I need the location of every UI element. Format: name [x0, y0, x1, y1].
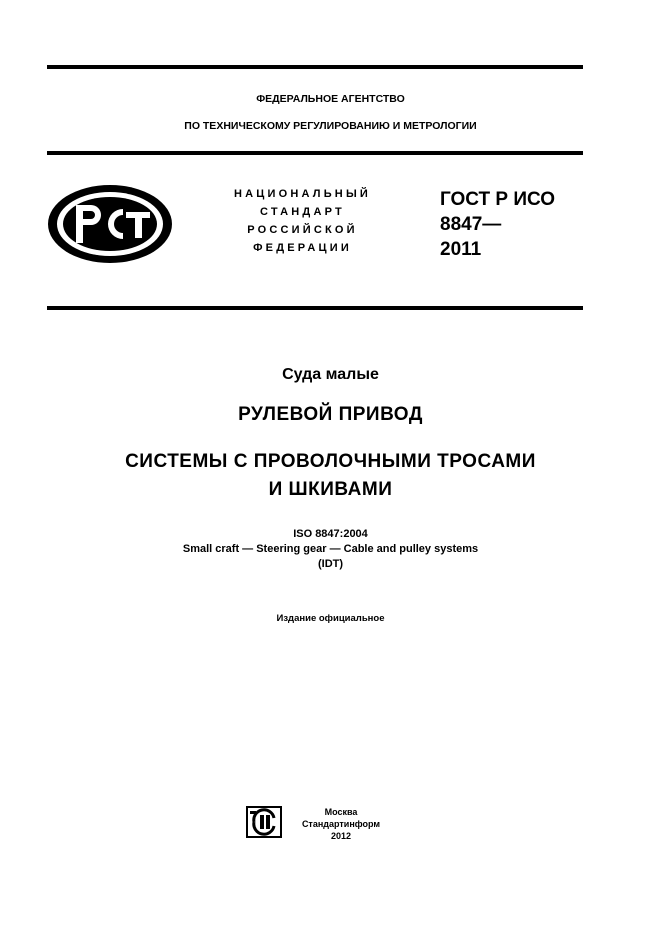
designation-line-1: ГОСТ Р ИСО: [440, 189, 556, 210]
edition-label: Издание официальное: [276, 613, 385, 624]
title-line-2: РУЛЕВОЙ ПРИВОД: [238, 404, 423, 425]
standartinform-logo-icon: [246, 806, 282, 838]
rst-logo-icon: [46, 183, 174, 265]
title-line-4: И ШКИВАМИ: [268, 479, 393, 500]
agency-line-1: ФЕДЕРАЛЬНОЕ АГЕНТСТВО: [256, 93, 405, 105]
iso-degree: (IDT): [317, 558, 344, 570]
publisher-logo: [246, 806, 282, 838]
title-line-3: СИСТЕМЫ С ПРОВОЛОЧНЫМИ ТРОСАМИ: [125, 451, 536, 472]
standard-type-line-2: СТАНДАРТ: [260, 206, 345, 218]
publisher-city: Москва: [324, 807, 358, 817]
designation-line-2: 8847—: [440, 214, 502, 235]
publisher-name: Стандартинформ: [301, 819, 381, 829]
publisher-year: 2012: [330, 831, 352, 841]
agency-line-2: ПО ТЕХНИЧЕСКОМУ РЕГУЛИРОВАНИЮ И МЕТРОЛОГИИ: [184, 120, 477, 132]
title-line-1: Суда малые: [282, 366, 379, 383]
rst-logo: [46, 183, 174, 265]
standard-type-line-4: ФЕДЕРАЦИИ: [253, 242, 352, 254]
header-rule: [47, 151, 583, 155]
standard-type-line-3: РОССИЙСКОЙ: [247, 224, 358, 236]
logo-rule: [47, 306, 583, 310]
designation-line-3: 2011: [440, 239, 482, 260]
iso-number: ISO 8847:2004: [293, 528, 368, 540]
standard-type-line-1: НАЦИОНАЛЬНЫЙ: [233, 188, 372, 200]
iso-english-title: Small craft — Steering gear — Cable and pulley systems: [182, 543, 479, 555]
top-rule: [47, 65, 583, 69]
